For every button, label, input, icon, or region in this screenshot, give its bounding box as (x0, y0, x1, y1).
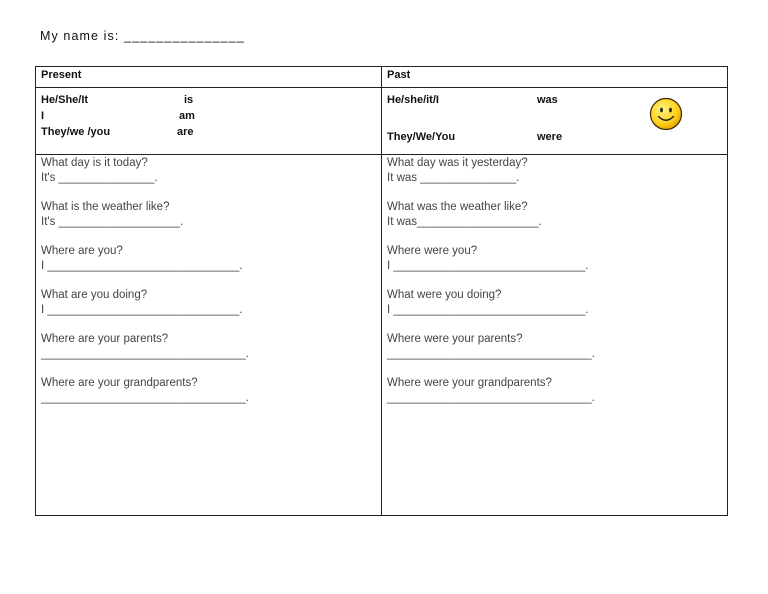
question-block (387, 376, 722, 406)
question-text: Where were your parents? (387, 333, 523, 345)
worksheet-table (35, 66, 728, 516)
form-subject: I (41, 110, 45, 122)
answer-line[interactable]: It's _______________. (41, 172, 158, 184)
question-block (387, 288, 722, 318)
answer-line[interactable]: It's ___________________. (41, 216, 184, 228)
present-form-row (41, 108, 376, 124)
form-verb: is (184, 94, 194, 106)
question-block (387, 244, 722, 274)
answer-line[interactable]: ________________________________. (387, 348, 595, 360)
question-text: Where are your parents? (41, 333, 169, 345)
answer-line[interactable]: I ______________________________. (41, 304, 243, 316)
answer-line[interactable]: ________________________________. (41, 348, 249, 360)
answer-line[interactable]: ________________________________. (387, 392, 595, 404)
present-forms (36, 88, 382, 155)
question-text: What was the weather like? (387, 201, 528, 213)
questions-row (36, 155, 728, 516)
answer-line[interactable]: ________________________________. (41, 392, 249, 404)
question-text: Where are your grandparents? (41, 377, 198, 389)
past-questions (382, 155, 728, 516)
answer-line[interactable]: I ______________________________. (387, 260, 589, 272)
header-row (36, 67, 728, 88)
question-text: Where are you? (41, 245, 123, 257)
question-block (41, 376, 376, 406)
question-block (41, 200, 376, 230)
form-subject: They/we /you (41, 126, 111, 138)
question-block (41, 288, 376, 318)
past-form-row (387, 129, 722, 145)
question-text: What were you doing? (387, 289, 502, 301)
form-verb: am (179, 110, 195, 122)
form-verb: are (177, 126, 194, 138)
forms-row (36, 88, 728, 155)
question-text: What day is it today? (41, 157, 148, 169)
form-verb: were (537, 131, 563, 143)
form-subject: They/We/You (387, 131, 456, 143)
present-form-row (41, 124, 376, 140)
past-header: Past (382, 67, 728, 88)
present-questions (36, 155, 382, 516)
form-subject: He/She/It (41, 94, 89, 106)
answer-line[interactable]: I ______________________________. (387, 304, 589, 316)
answer-line[interactable]: I ______________________________. (41, 260, 243, 272)
answer-line[interactable]: It was___________________. (387, 216, 542, 228)
question-block (387, 156, 722, 186)
present-form-row (41, 92, 376, 108)
question-block (41, 244, 376, 274)
answer-line[interactable]: It was _______________. (387, 172, 520, 184)
past-forms (382, 88, 728, 155)
question-text: Where were you? (387, 245, 478, 257)
question-text: What is the weather like? (41, 201, 170, 213)
form-subject: He/she/it/I (387, 94, 439, 106)
name-line: My name is: _______________ (40, 29, 245, 43)
smiley-face-icon (649, 97, 683, 131)
question-text: What are you doing? (41, 289, 148, 301)
question-block (41, 332, 376, 362)
question-text: What day was it yesterday? (387, 157, 528, 169)
form-verb: was (537, 94, 558, 106)
present-header: Present (36, 67, 382, 88)
question-block (387, 200, 722, 230)
question-block (41, 156, 376, 186)
question-block (387, 332, 722, 362)
question-text: Where were your grandparents? (387, 377, 552, 389)
